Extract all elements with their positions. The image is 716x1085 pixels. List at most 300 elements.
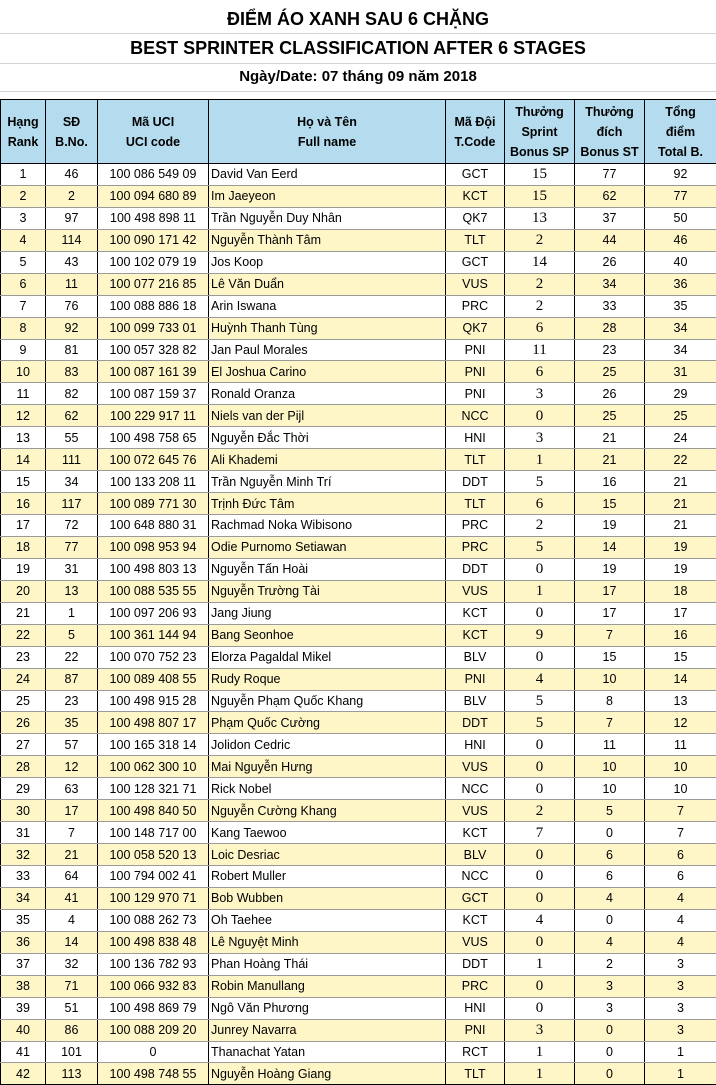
cell-bonus-finish: 17 [575, 580, 645, 602]
cell-bib-number: 64 [46, 866, 98, 888]
cell-bonus-finish: 25 [575, 405, 645, 427]
cell-bonus-finish: 19 [575, 515, 645, 537]
cell-total: 40 [645, 251, 716, 273]
cell-bonus-sprint: 0 [505, 931, 575, 953]
cell-bonus-finish: 15 [575, 646, 645, 668]
cell-full-name: Bang Seonhoe [209, 624, 446, 646]
table-row [1, 251, 716, 273]
cell-rank: 18 [1, 536, 46, 558]
cell-bib-number: 21 [46, 844, 98, 866]
cell-bib-number: 51 [46, 997, 98, 1019]
cell-rank: 16 [1, 493, 46, 515]
cell-bonus-sprint: 0 [505, 602, 575, 624]
cell-bib-number: 41 [46, 887, 98, 909]
table-row [1, 580, 716, 602]
cell-bonus-sprint: 13 [505, 207, 575, 229]
cell-full-name: Bob Wubben [209, 887, 446, 909]
cell-uci-code: 100 498 869 79 [98, 997, 209, 1019]
cell-uci-code: 100 498 840 50 [98, 800, 209, 822]
cell-full-name: Jang Jiung [209, 602, 446, 624]
cell-rank: 26 [1, 712, 46, 734]
cell-uci-code: 100 165 318 14 [98, 734, 209, 756]
cell-uci-code: 100 089 408 55 [98, 668, 209, 690]
cell-total: 7 [645, 800, 716, 822]
cell-bonus-sprint: 0 [505, 756, 575, 778]
table-row [1, 734, 716, 756]
table-row [1, 405, 716, 427]
cell-bonus-finish: 28 [575, 317, 645, 339]
cell-total: 15 [645, 646, 716, 668]
title-vietnamese: ĐIỂM ÁO XANH SAU 6 CHẶNG [0, 6, 716, 32]
cell-rank: 17 [1, 515, 46, 537]
cell-total: 4 [645, 887, 716, 909]
cell-team-code: HNI [446, 997, 505, 1019]
cell-total: 11 [645, 734, 716, 756]
cell-bib-number: 101 [46, 1041, 98, 1063]
cell-uci-code: 100 088 535 55 [98, 580, 209, 602]
cell-bonus-sprint: 15 [505, 185, 575, 207]
cell-full-name: Mai Nguyễn Hưng [209, 756, 446, 778]
cell-bonus-sprint: 5 [505, 712, 575, 734]
cell-full-name: Nguyễn Tấn Hoài [209, 558, 446, 580]
cell-rank: 25 [1, 690, 46, 712]
cell-bonus-finish: 25 [575, 361, 645, 383]
cell-bonus-sprint: 0 [505, 734, 575, 756]
cell-bonus-finish: 0 [575, 1019, 645, 1041]
cell-team-code: HNI [446, 734, 505, 756]
cell-bonus-sprint: 0 [505, 866, 575, 888]
table-row [1, 1041, 716, 1063]
table-row [1, 1063, 716, 1085]
cell-total: 46 [645, 229, 716, 251]
cell-full-name: Ngô Văn Phương [209, 997, 446, 1019]
cell-total: 6 [645, 844, 716, 866]
cell-bib-number: 117 [46, 493, 98, 515]
cell-bonus-sprint: 5 [505, 471, 575, 493]
cell-bonus-sprint: 1 [505, 953, 575, 975]
cell-team-code: VUS [446, 580, 505, 602]
cell-team-code: KCT [446, 602, 505, 624]
cell-total: 1 [645, 1063, 716, 1085]
cell-team-code: KCT [446, 822, 505, 844]
cell-team-code: NCC [446, 866, 505, 888]
cell-rank: 6 [1, 273, 46, 295]
cell-rank: 37 [1, 953, 46, 975]
cell-bonus-sprint: 14 [505, 251, 575, 273]
table-row [1, 909, 716, 931]
cell-full-name: Nguyễn Thành Tâm [209, 229, 446, 251]
cell-full-name: Phan Hoàng Thái [209, 953, 446, 975]
cell-bonus-sprint: 0 [505, 997, 575, 1019]
cell-bonus-sprint: 4 [505, 668, 575, 690]
cell-bonus-finish: 21 [575, 449, 645, 471]
table-row [1, 273, 716, 295]
cell-rank: 15 [1, 471, 46, 493]
cell-full-name: Lê Văn Duẩn [209, 273, 446, 295]
cell-uci-code: 100 128 321 71 [98, 778, 209, 800]
cell-total: 21 [645, 515, 716, 537]
header-bib-number: SĐ B.No. [46, 100, 98, 164]
table-row [1, 536, 716, 558]
cell-uci-code: 100 066 932 83 [98, 975, 209, 997]
cell-total: 4 [645, 909, 716, 931]
cell-full-name: Thanachat Yatan [209, 1041, 446, 1063]
cell-bib-number: 35 [46, 712, 98, 734]
cell-full-name: Arin Iswana [209, 295, 446, 317]
cell-bonus-sprint: 0 [505, 405, 575, 427]
cell-bonus-finish: 7 [575, 624, 645, 646]
cell-team-code: QK7 [446, 317, 505, 339]
header-uci-code: Mã UCI UCI code [98, 100, 209, 164]
cell-full-name: Jan Paul Morales [209, 339, 446, 361]
cell-bonus-sprint: 5 [505, 536, 575, 558]
cell-uci-code: 100 088 209 20 [98, 1019, 209, 1041]
cell-team-code: TLT [446, 229, 505, 251]
cell-bib-number: 22 [46, 646, 98, 668]
cell-total: 16 [645, 624, 716, 646]
cell-uci-code: 100 099 733 01 [98, 317, 209, 339]
cell-rank: 23 [1, 646, 46, 668]
cell-team-code: PRC [446, 975, 505, 997]
cell-bonus-finish: 8 [575, 690, 645, 712]
cell-uci-code: 100 058 520 13 [98, 844, 209, 866]
cell-bonus-finish: 23 [575, 339, 645, 361]
header-rank: Hạng Rank [1, 100, 46, 164]
cell-bonus-finish: 19 [575, 558, 645, 580]
cell-uci-code: 100 102 079 19 [98, 251, 209, 273]
cell-team-code: TLT [446, 449, 505, 471]
cell-total: 13 [645, 690, 716, 712]
table-row [1, 515, 716, 537]
cell-total: 3 [645, 975, 716, 997]
cell-rank: 4 [1, 229, 46, 251]
cell-total: 4 [645, 931, 716, 953]
cell-full-name: Robin Manullang [209, 975, 446, 997]
cell-bib-number: 72 [46, 515, 98, 537]
cell-team-code: TLT [446, 1063, 505, 1085]
cell-rank: 39 [1, 997, 46, 1019]
cell-bonus-finish: 6 [575, 866, 645, 888]
table-row [1, 778, 716, 800]
cell-uci-code: 100 498 807 17 [98, 712, 209, 734]
cell-bib-number: 83 [46, 361, 98, 383]
cell-rank: 27 [1, 734, 46, 756]
cell-uci-code: 100 090 171 42 [98, 229, 209, 251]
cell-uci-code: 100 087 161 39 [98, 361, 209, 383]
cell-uci-code: 100 088 262 73 [98, 909, 209, 931]
cell-full-name: Elorza Pagaldal Mikel [209, 646, 446, 668]
cell-team-code: DDT [446, 953, 505, 975]
cell-bib-number: 31 [46, 558, 98, 580]
cell-bonus-sprint: 9 [505, 624, 575, 646]
cell-bib-number: 63 [46, 778, 98, 800]
cell-bonus-sprint: 6 [505, 361, 575, 383]
cell-full-name: Rachmad Noka Wibisono [209, 515, 446, 537]
cell-rank: 9 [1, 339, 46, 361]
cell-total: 19 [645, 536, 716, 558]
cell-team-code: PNI [446, 1019, 505, 1041]
cell-bonus-finish: 11 [575, 734, 645, 756]
cell-rank: 11 [1, 383, 46, 405]
cell-bib-number: 62 [46, 405, 98, 427]
cell-bonus-finish: 15 [575, 493, 645, 515]
cell-team-code: KCT [446, 624, 505, 646]
table-row [1, 822, 716, 844]
cell-bonus-finish: 2 [575, 953, 645, 975]
cell-bib-number: 1 [46, 602, 98, 624]
cell-uci-code: 100 498 748 55 [98, 1063, 209, 1085]
cell-total: 3 [645, 953, 716, 975]
cell-rank: 5 [1, 251, 46, 273]
cell-rank: 21 [1, 602, 46, 624]
cell-full-name: Nguyễn Trường Tài [209, 580, 446, 602]
cell-uci-code: 100 087 159 37 [98, 383, 209, 405]
cell-full-name: Junrey Navarra [209, 1019, 446, 1041]
cell-uci-code: 100 094 680 89 [98, 185, 209, 207]
cell-rank: 2 [1, 185, 46, 207]
cell-bib-number: 55 [46, 427, 98, 449]
table-row [1, 844, 716, 866]
cell-team-code: TLT [446, 493, 505, 515]
cell-team-code: BLV [446, 844, 505, 866]
cell-team-code: DDT [446, 558, 505, 580]
cell-full-name: Im Jaeyeon [209, 185, 446, 207]
cell-total: 34 [645, 339, 716, 361]
cell-total: 21 [645, 493, 716, 515]
table-row [1, 229, 716, 251]
cell-bonus-sprint: 1 [505, 1041, 575, 1063]
cell-uci-code: 100 077 216 85 [98, 273, 209, 295]
cell-bonus-sprint: 3 [505, 383, 575, 405]
cell-bib-number: 87 [46, 668, 98, 690]
cell-bonus-finish: 37 [575, 207, 645, 229]
cell-bonus-sprint: 2 [505, 800, 575, 822]
cell-rank: 40 [1, 1019, 46, 1041]
cell-bib-number: 77 [46, 536, 98, 558]
cell-rank: 14 [1, 449, 46, 471]
cell-bib-number: 43 [46, 251, 98, 273]
cell-bonus-sprint: 0 [505, 887, 575, 909]
header-row [1, 100, 716, 164]
cell-bonus-sprint: 6 [505, 493, 575, 515]
header-bonus-sprint: Thưởng Sprint Bonus SP [505, 100, 575, 164]
cell-team-code: RCT [446, 1041, 505, 1063]
cell-uci-code: 100 062 300 10 [98, 756, 209, 778]
cell-bib-number: 46 [46, 164, 98, 186]
cell-bib-number: 5 [46, 624, 98, 646]
cell-total: 17 [645, 602, 716, 624]
cell-full-name: Rudy Roque [209, 668, 446, 690]
cell-full-name: Rick Nobel [209, 778, 446, 800]
cell-rank: 30 [1, 800, 46, 822]
cell-uci-code: 100 361 144 94 [98, 624, 209, 646]
cell-uci-code: 100 648 880 31 [98, 515, 209, 537]
cell-rank: 19 [1, 558, 46, 580]
cell-team-code: DDT [446, 712, 505, 734]
cell-team-code: BLV [446, 646, 505, 668]
cell-full-name: Niels van der Pijl [209, 405, 446, 427]
cell-bonus-sprint: 0 [505, 558, 575, 580]
table-row [1, 756, 716, 778]
header-team-code: Mã Đội T.Code [446, 100, 505, 164]
cell-total: 3 [645, 1019, 716, 1041]
table-row [1, 866, 716, 888]
table-row [1, 361, 716, 383]
cell-total: 35 [645, 295, 716, 317]
cell-full-name: Jolidon Cedric [209, 734, 446, 756]
cell-team-code: PRC [446, 536, 505, 558]
cell-full-name: Trần Nguyễn Minh Trí [209, 471, 446, 493]
cell-full-name: Ali Khademi [209, 449, 446, 471]
cell-total: 6 [645, 866, 716, 888]
cell-total: 10 [645, 778, 716, 800]
cell-bib-number: 114 [46, 229, 98, 251]
cell-bonus-sprint: 4 [505, 909, 575, 931]
cell-bonus-sprint: 1 [505, 580, 575, 602]
cell-bib-number: 14 [46, 931, 98, 953]
cell-total: 10 [645, 756, 716, 778]
cell-bonus-finish: 17 [575, 602, 645, 624]
cell-total: 31 [645, 361, 716, 383]
cell-rank: 22 [1, 624, 46, 646]
cell-bonus-sprint: 7 [505, 822, 575, 844]
cell-uci-code: 100 148 717 00 [98, 822, 209, 844]
cell-team-code: PRC [446, 515, 505, 537]
cell-bonus-finish: 21 [575, 427, 645, 449]
cell-full-name: Loic Desriac [209, 844, 446, 866]
cell-uci-code: 0 [98, 1041, 209, 1063]
cell-total: 19 [645, 558, 716, 580]
cell-bonus-sprint: 15 [505, 164, 575, 186]
cell-uci-code: 100 498 803 13 [98, 558, 209, 580]
cell-bonus-finish: 10 [575, 756, 645, 778]
cell-team-code: PNI [446, 383, 505, 405]
cell-bib-number: 86 [46, 1019, 98, 1041]
cell-bonus-sprint: 1 [505, 449, 575, 471]
cell-uci-code: 100 086 549 09 [98, 164, 209, 186]
cell-full-name: Robert Muller [209, 866, 446, 888]
cell-uci-code: 100 229 917 11 [98, 405, 209, 427]
cell-bonus-sprint: 3 [505, 1019, 575, 1041]
cell-bonus-finish: 26 [575, 383, 645, 405]
cell-bonus-finish: 0 [575, 822, 645, 844]
cell-team-code: PRC [446, 295, 505, 317]
cell-full-name: David Van Eerd [209, 164, 446, 186]
cell-rank: 1 [1, 164, 46, 186]
cell-bib-number: 34 [46, 471, 98, 493]
table-row [1, 668, 716, 690]
cell-total: 3 [645, 997, 716, 1019]
cell-rank: 28 [1, 756, 46, 778]
cell-uci-code: 100 498 898 11 [98, 207, 209, 229]
cell-bonus-finish: 62 [575, 185, 645, 207]
cell-bonus-sprint: 3 [505, 427, 575, 449]
table-row [1, 427, 716, 449]
cell-rank: 32 [1, 844, 46, 866]
cell-bib-number: 81 [46, 339, 98, 361]
cell-bib-number: 4 [46, 909, 98, 931]
table-row [1, 602, 716, 624]
cell-full-name: Nguyễn Hoàng Giang [209, 1063, 446, 1085]
cell-rank: 24 [1, 668, 46, 690]
cell-team-code: NCC [446, 778, 505, 800]
cell-team-code: BLV [446, 690, 505, 712]
cell-rank: 12 [1, 405, 46, 427]
cell-team-code: VUS [446, 273, 505, 295]
table-row [1, 953, 716, 975]
cell-bib-number: 7 [46, 822, 98, 844]
cell-bonus-sprint: 2 [505, 295, 575, 317]
cell-team-code: KCT [446, 185, 505, 207]
cell-bonus-sprint: 1 [505, 1063, 575, 1085]
table-row [1, 339, 716, 361]
cell-bib-number: 17 [46, 800, 98, 822]
table-row [1, 493, 716, 515]
cell-full-name: El Joshua Carino [209, 361, 446, 383]
cell-bib-number: 12 [46, 756, 98, 778]
cell-bonus-sprint: 0 [505, 778, 575, 800]
cell-full-name: Huỳnh Thanh Tùng [209, 317, 446, 339]
cell-rank: 31 [1, 822, 46, 844]
cell-full-name: Oh Taehee [209, 909, 446, 931]
cell-bib-number: 71 [46, 975, 98, 997]
table-row [1, 975, 716, 997]
cell-total: 36 [645, 273, 716, 295]
cell-bib-number: 2 [46, 185, 98, 207]
cell-bonus-finish: 26 [575, 251, 645, 273]
cell-bonus-sprint: 0 [505, 975, 575, 997]
cell-bonus-sprint: 2 [505, 515, 575, 537]
cell-total: 34 [645, 317, 716, 339]
cell-bonus-sprint: 2 [505, 229, 575, 251]
cell-uci-code: 100 498 838 48 [98, 931, 209, 953]
grid-line [0, 91, 716, 92]
cell-rank: 33 [1, 866, 46, 888]
cell-bonus-finish: 34 [575, 273, 645, 295]
cell-team-code: VUS [446, 931, 505, 953]
cell-total: 24 [645, 427, 716, 449]
cell-bonus-finish: 77 [575, 164, 645, 186]
cell-total: 21 [645, 471, 716, 493]
cell-bonus-finish: 4 [575, 887, 645, 909]
cell-total: 25 [645, 405, 716, 427]
table-row [1, 1019, 716, 1041]
cell-rank: 10 [1, 361, 46, 383]
table-row [1, 164, 716, 186]
cell-full-name: Nguyễn Cường Khang [209, 800, 446, 822]
cell-rank: 36 [1, 931, 46, 953]
cell-bonus-finish: 44 [575, 229, 645, 251]
cell-uci-code: 100 498 915 28 [98, 690, 209, 712]
cell-team-code: NCC [446, 405, 505, 427]
cell-team-code: VUS [446, 800, 505, 822]
header-bonus-finish: Thưởng đích Bonus ST [575, 100, 645, 164]
cell-bib-number: 57 [46, 734, 98, 756]
cell-team-code: GCT [446, 251, 505, 273]
cell-bonus-sprint: 2 [505, 273, 575, 295]
classification-table [0, 99, 716, 1085]
cell-bonus-finish: 7 [575, 712, 645, 734]
cell-total: 18 [645, 580, 716, 602]
cell-bib-number: 92 [46, 317, 98, 339]
cell-full-name: Trần Nguyễn Duy Nhân [209, 207, 446, 229]
cell-rank: 7 [1, 295, 46, 317]
cell-total: 50 [645, 207, 716, 229]
cell-bonus-finish: 5 [575, 800, 645, 822]
cell-rank: 3 [1, 207, 46, 229]
title-english: BEST SPRINTER CLASSIFICATION AFTER 6 STAGES [0, 34, 716, 62]
cell-bonus-sprint: 0 [505, 646, 575, 668]
